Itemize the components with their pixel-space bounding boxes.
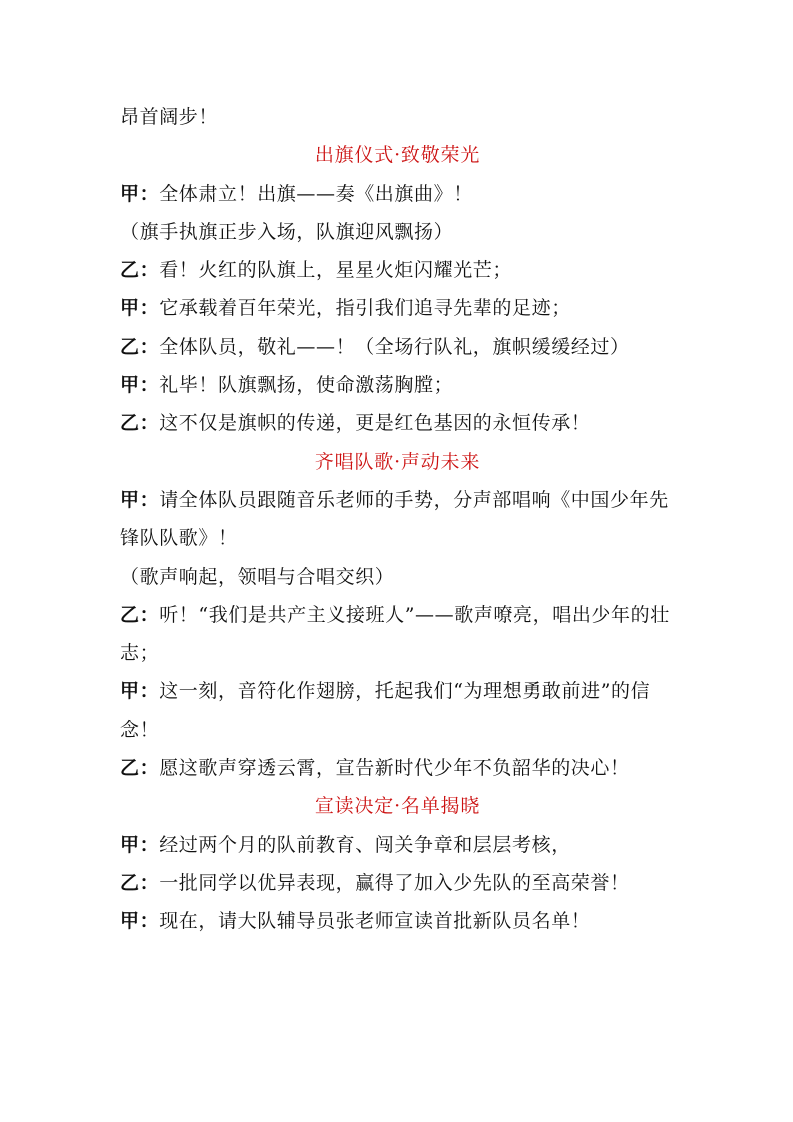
- speaker-label: 甲：: [120, 488, 160, 511]
- speaker-label: 乙：: [120, 412, 160, 435]
- paragraph: [120, 98, 675, 136]
- dialogue-line: [120, 328, 675, 366]
- dialogue-text: 全体队员，敬礼——！（全场行队礼，旗帜缓缓经过）: [159, 335, 630, 358]
- speaker-label: 乙：: [120, 871, 160, 894]
- dialogue-text: 现在，请大队辅导员张老师宣读首批新队员名单！: [159, 910, 591, 933]
- dialogue-text: 礼毕！队旗飘扬，使命激荡胸膛；: [159, 374, 454, 397]
- speaker-label: 乙：: [120, 603, 160, 626]
- dialogue-text: 看！火红的队旗上，星星火炬闪耀光芒；: [159, 259, 513, 282]
- speaker-label: 甲：: [120, 680, 160, 703]
- dialogue-line: [120, 864, 675, 902]
- speaker-label: 乙：: [120, 259, 160, 282]
- speaker-label: 甲：: [120, 833, 160, 856]
- dialogue-line: [120, 481, 675, 558]
- paragraph-text: 昂首阔步！: [120, 106, 219, 128]
- speaker-label: 甲：: [120, 910, 160, 933]
- dialogue-line: [120, 749, 675, 787]
- dialogue-text: 它承载着百年荣光，指引我们追寻先辈的足迹；: [159, 297, 571, 320]
- dialogue-text: 一批同学以优异表现，赢得了加入少先队的至高荣誉！: [159, 871, 630, 894]
- stage-direction: [120, 213, 675, 251]
- dialogue-text: 这一刻，音符化作翅膀，托起我们“为理想勇敢前进”的信念！: [120, 680, 651, 741]
- stage-direction-text: （歌声响起，领唱与合唱交织）: [120, 565, 395, 588]
- dialogue-line: [120, 826, 675, 864]
- dialogue-line: [120, 251, 675, 289]
- speaker-label: 乙：: [120, 757, 160, 780]
- stage-direction-text: （旗手执旗正步入场，队旗迎风飘扬）: [120, 220, 454, 243]
- dialogue-line: [120, 404, 675, 442]
- dialogue-line: [120, 672, 675, 749]
- dialogue-text: 请全体队员跟随音乐老师的手势，分声部唱响《中国少年先锋队队歌》！: [120, 488, 669, 550]
- stage-direction: [120, 558, 675, 596]
- dialogue-text: 这不仅是旗帜的传递，更是红色基因的永恒传承！: [159, 412, 591, 435]
- dialogue-line: [120, 902, 675, 940]
- dialogue-text: 全体肃立！出旗——奏《出旗曲》！: [159, 182, 473, 205]
- dialogue-line: [120, 289, 675, 327]
- dialogue-text: 听！“我们是共产主义接班人”——歌声嘹亮，唱出少年的壮志；: [120, 603, 670, 665]
- speaker-label: 甲：: [120, 182, 160, 205]
- dialogue-text: 经过两个月的队前教育、闯关争章和层层考核，: [159, 833, 571, 856]
- dialogue-line: [120, 596, 675, 673]
- dialogue-line: [120, 175, 675, 213]
- section-heading-announce-decision: 宣读决定·名单揭晓: [314, 795, 481, 818]
- speaker-label: 甲：: [120, 297, 160, 320]
- dialogue-text: 愿这歌声穿透云霄，宣告新时代少年不负韶华的决心！: [159, 757, 630, 780]
- speaker-label: 甲：: [120, 374, 160, 397]
- dialogue-line: [120, 366, 675, 404]
- speaker-label: 乙：: [120, 335, 160, 358]
- section-heading-sing-anthem: 齐唱队歌·声动未来: [314, 450, 481, 473]
- section-heading-flag-ceremony: 出旗仪式·致敬荣光: [314, 144, 481, 167]
